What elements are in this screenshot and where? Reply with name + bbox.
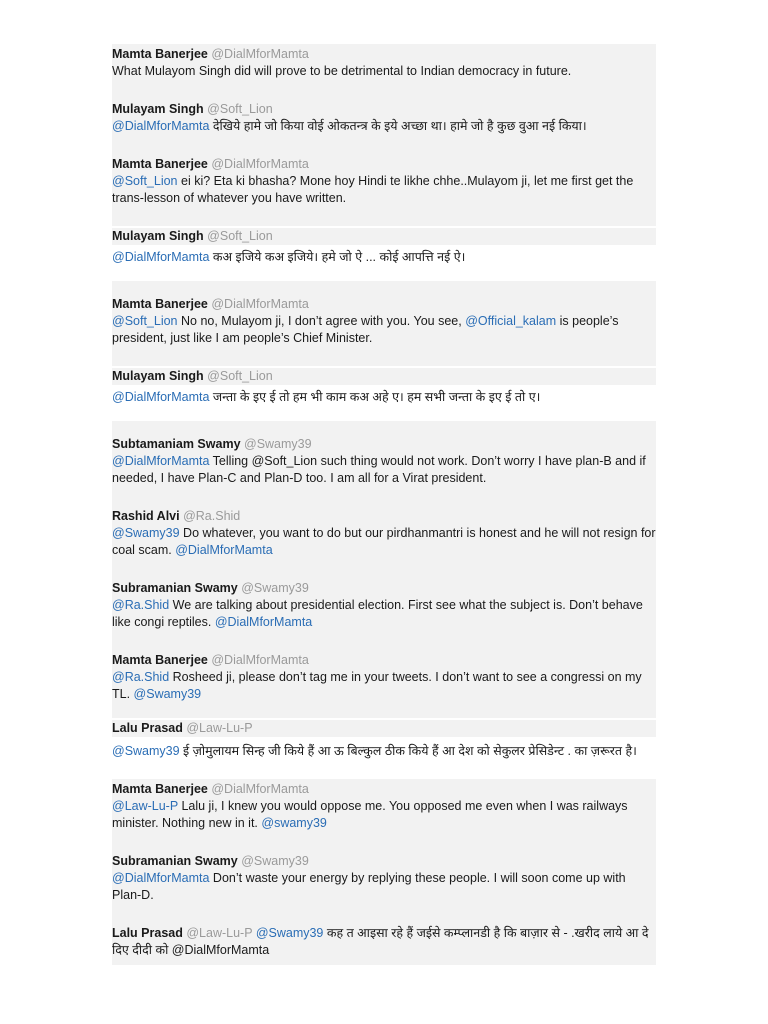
tweet-text-content: कह त आइसा रहे हैं जईसे कम्प्लानडी है कि बाज़ार से - .खरीद लाये आ दे दिए दीदी को @DialMforMamta [112, 926, 649, 957]
author-name: Mamta Banerjee [112, 47, 208, 61]
author-name: Mamta Banerjee [112, 653, 208, 667]
tweet [112, 281, 656, 366]
tweet-text-content: ई ज़ोमुलायम सिन्ह जी किये हैं आ ऊ बिल्कुल ठीक किये हैं आ देश को सेकुलर प्रेसिडेन्ट . का ज़रूरत है। [179, 744, 637, 758]
mention-link[interactable]: @Ra.Shid [112, 670, 170, 684]
author-name: Subramanian Swamy [112, 581, 238, 595]
author-name: Rashid Alvi [112, 509, 180, 523]
tweet [112, 506, 656, 578]
tweet-text-content: जन्ता के इए ई तो हम भी काम कअ अहे ए। हम सभी जन्ता के इए ई तो ए। [209, 390, 541, 404]
author-handle[interactable]: @DialMforMamta [211, 782, 309, 796]
tweet [112, 366, 656, 421]
tweet-header [112, 652, 656, 669]
mention-link[interactable]: @Law-Lu-P [112, 799, 178, 813]
author-handle[interactable]: @Law-Lu-P [186, 926, 253, 940]
author-handle[interactable]: @Ra.Shid [183, 509, 241, 523]
tweet-header [112, 156, 656, 173]
author-handle[interactable]: @Swamy39 [244, 437, 312, 451]
spacer [112, 347, 656, 364]
spacer [112, 207, 656, 224]
tweet-text-content: Lalu ji, I knew you would oppose me. You opposed me even when I was railways minister. Nothing new in it. [112, 799, 628, 830]
mention-link[interactable]: @DialMforMamta [112, 454, 210, 468]
spacer [112, 406, 656, 419]
spacer [112, 80, 656, 97]
tweet-text-content: Don’t waste your energy by replying these people. I will soon come up with Plan-D. [112, 871, 626, 902]
mention-link[interactable]: @swamy39 [261, 816, 327, 830]
spacer [112, 764, 656, 777]
author-handle[interactable]: @DialMforMamta [211, 47, 309, 61]
tweet-feed [112, 44, 656, 965]
tweet-text-content: Do whatever, you want to do but our pirdhanmantri is honest and he will not resign for coal scam. [112, 526, 656, 557]
author-handle[interactable]: @DialMforMamta [211, 157, 309, 171]
mention-link[interactable]: @DialMforMamta [112, 871, 210, 885]
tweet-text [112, 118, 656, 135]
author-name: Mamta Banerjee [112, 297, 208, 311]
author-handle[interactable]: @DialMforMamta [211, 653, 309, 667]
tweet-text [112, 63, 656, 80]
tweet-header [112, 46, 656, 63]
tweet-header [112, 368, 656, 385]
tweet-text [112, 525, 656, 559]
tweet-text [112, 173, 656, 207]
mention-link[interactable]: @Official_kalam [465, 314, 557, 328]
tweet-header [112, 580, 656, 597]
tweet-text [112, 313, 656, 347]
spacer [112, 631, 656, 648]
author-handle[interactable]: @Law-Lu-P [186, 721, 253, 735]
tweet-text [112, 389, 656, 406]
tweet [112, 578, 656, 650]
tweet-header [112, 101, 656, 118]
author-handle[interactable]: @Soft_Lion [207, 102, 273, 116]
mention-link[interactable]: @Ra.Shid [112, 598, 170, 612]
author-name: Lalu Prasad [112, 926, 183, 940]
author-handle[interactable]: @Swamy39 [241, 581, 309, 595]
tweet-text-content: ei ki? Eta ki bhasha? Mone hoy Hindi te likhe chhe..Mulayom ji, let me first get the trans-lesson of whatever you have written. [112, 174, 634, 205]
tweet-text-content: No no, Mulayom ji, I don’t agree with you. You see, [177, 314, 466, 328]
author-name: Mulayam Singh [112, 369, 204, 383]
tweet [112, 421, 656, 506]
tweet [112, 718, 656, 779]
tweet [112, 779, 656, 851]
spacer [112, 283, 656, 296]
spacer [112, 266, 656, 279]
mention-link[interactable]: @DialMforMamta [112, 250, 210, 264]
tweet-text [112, 249, 656, 266]
tweet [112, 99, 656, 154]
tweet-text [112, 870, 656, 904]
tweet-text [112, 669, 656, 703]
spacer [112, 135, 656, 152]
author-handle[interactable]: @Swamy39 [241, 854, 309, 868]
author-name: Mulayam Singh [112, 102, 204, 116]
tweet-text [112, 798, 656, 832]
tweet-text-content: Telling @Soft_Lion such thing would not work. Don’t worry I have plan-B and if needed, I have Plan-C and Plan-D too. I am all for a Virat president. [112, 454, 646, 485]
tweet [112, 154, 656, 226]
spacer [112, 703, 656, 716]
tweet-text-content: देखिये हामे जो किया वोई ओकतन्त्र के इये अच्छा था। हामे जो है कुछ वुआ नई किया। [209, 119, 587, 133]
spacer [112, 904, 656, 921]
tweet-header [112, 228, 656, 245]
author-name: Mulayam Singh [112, 229, 204, 243]
mention-link[interactable]: @DialMforMamta [175, 543, 273, 557]
tweet-text-content: कअ इजिये कअ इजिये। हमे जो ऐ ... कोई आपत्ति नई ऐ। [209, 250, 466, 264]
tweet-text-content: What Mulayom Singh did will prove to be detrimental to Indian democracy in future. [112, 64, 572, 78]
tweet-text [112, 925, 656, 959]
mention-link[interactable]: @DialMforMamta [214, 615, 313, 629]
spacer [112, 423, 656, 436]
author-handle[interactable]: @DialMforMamta [211, 297, 309, 311]
tweet-text [112, 739, 656, 764]
tweet [112, 923, 656, 965]
tweet-header [112, 436, 656, 453]
mention-link[interactable]: @Swamy39 [112, 744, 180, 758]
tweet-text-content: We are talking about presidential election. First see what the subject is. Don’t behave like congi reptiles. [112, 598, 643, 629]
mention-link[interactable]: @Soft_Lion [112, 314, 178, 328]
tweet-text-content: is people’s president, just like I am people’s Chief Minister. [112, 314, 619, 345]
mention-link[interactable]: @Swamy39 [133, 687, 202, 701]
tweet-text-content: Rosheed ji, please don’t tag me in your tweets. I don’t want to see a congressi on my TL. [112, 670, 642, 701]
spacer [112, 832, 656, 849]
mention-link[interactable]: @Soft_Lion [112, 174, 178, 188]
tweet-header [112, 508, 656, 525]
tweet-header [112, 720, 656, 737]
mention-link[interactable]: @Swamy39 [255, 926, 324, 940]
spacer [112, 559, 656, 576]
mention-link[interactable]: @Swamy39 [112, 526, 180, 540]
spacer [112, 959, 656, 963]
tweet [112, 44, 656, 99]
author-name: Subtamaniam Swamy [112, 437, 241, 451]
tweet [112, 650, 656, 718]
tweet-text [112, 597, 656, 631]
tweet-header [112, 296, 656, 313]
author-handle[interactable]: @Soft_Lion [207, 229, 273, 243]
author-name: Mamta Banerjee [112, 782, 208, 796]
author-name: Mamta Banerjee [112, 157, 208, 171]
tweet-header [112, 853, 656, 870]
mention-link[interactable]: @DialMforMamta [112, 119, 210, 133]
tweet-text [112, 453, 656, 487]
mention-link[interactable]: @DialMforMamta [112, 390, 210, 404]
tweet-header [112, 781, 656, 798]
author-handle[interactable]: @Soft_Lion [207, 369, 273, 383]
tweet [112, 226, 656, 281]
tweet [112, 851, 656, 923]
author-name: Subramanian Swamy [112, 854, 238, 868]
author-name: Lalu Prasad [112, 721, 183, 735]
spacer [112, 487, 656, 504]
